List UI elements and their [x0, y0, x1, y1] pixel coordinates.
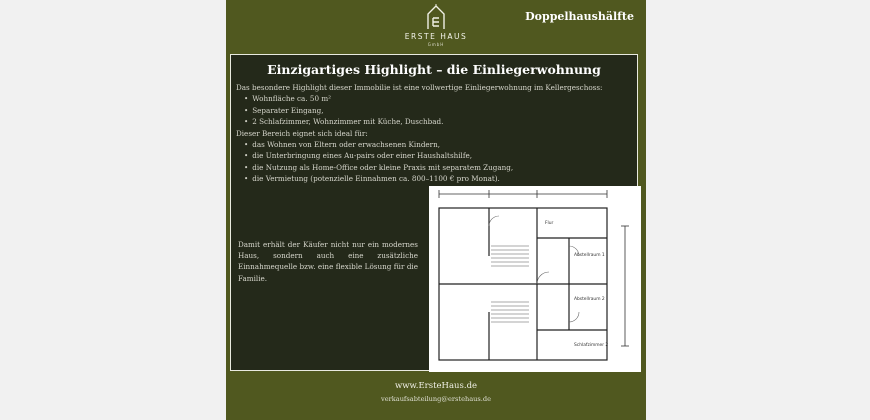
room-label: Flur [545, 221, 554, 226]
brand-name: ERSTE HAUS [404, 32, 468, 41]
email-link[interactable]: verkaufsabteilung@erstehaus.de [380, 395, 492, 403]
list-item: • die Unterbringung eines Au-pairs oder einer Haushaltshilfe, [244, 150, 631, 161]
list-item: • die Vermietung (potenzielle Einnahmen ca. 800–1100 € pro Monat). [244, 173, 631, 184]
closing-text: Damit erhält der Käufer nicht nur ein modernes Haus, sondern auch eine zusätzliche Einnahmequelle bzw. eine flexible Lösung für die Familie. [238, 240, 418, 283]
list-item: • 2 Schlafzimmer, Wohnzimmer mit Küche, Duschbad. [244, 116, 631, 127]
room-label: Abstellraum 2 [574, 297, 605, 302]
website-link[interactable]: www.ErsteHaus.de [394, 381, 478, 391]
usage-list [236, 139, 631, 185]
list-item: • das Wohnen von Eltern oder erwachsenen Kindern, [244, 139, 631, 150]
list-item: • die Nutzung als Home-Office oder kleine Praxis mit separatem Zugang, [244, 162, 631, 173]
feature-list [236, 93, 631, 127]
brand-tagline: GmbH [427, 42, 445, 47]
content-panel [230, 54, 638, 371]
property-type-badge: Doppelhaushälfte [525, 10, 634, 23]
list-item: • Separater Eingang, [244, 105, 631, 116]
house-logo-icon [426, 4, 446, 30]
flyer-page [226, 0, 646, 420]
room-label: Abstellraum 1 [574, 253, 605, 258]
headline: Einzigartiges Highlight – die Einliegerwohnung [267, 62, 601, 77]
floor-plan-drawing [429, 186, 641, 372]
usage-intro-text: Dieser Bereich eignet sich ideal für: [236, 128, 368, 138]
list-item: • Wohnfläche ca. 50 m² [244, 93, 631, 104]
floor-plan [429, 186, 641, 372]
description [236, 82, 631, 185]
room-label: Schlafzimmer 2 [574, 343, 609, 348]
intro-text: Das besondere Highlight dieser Immobilie ist eine vollwertige Einliegerwohnung im Kellergeschoss: [236, 83, 603, 92]
footer [226, 381, 646, 403]
